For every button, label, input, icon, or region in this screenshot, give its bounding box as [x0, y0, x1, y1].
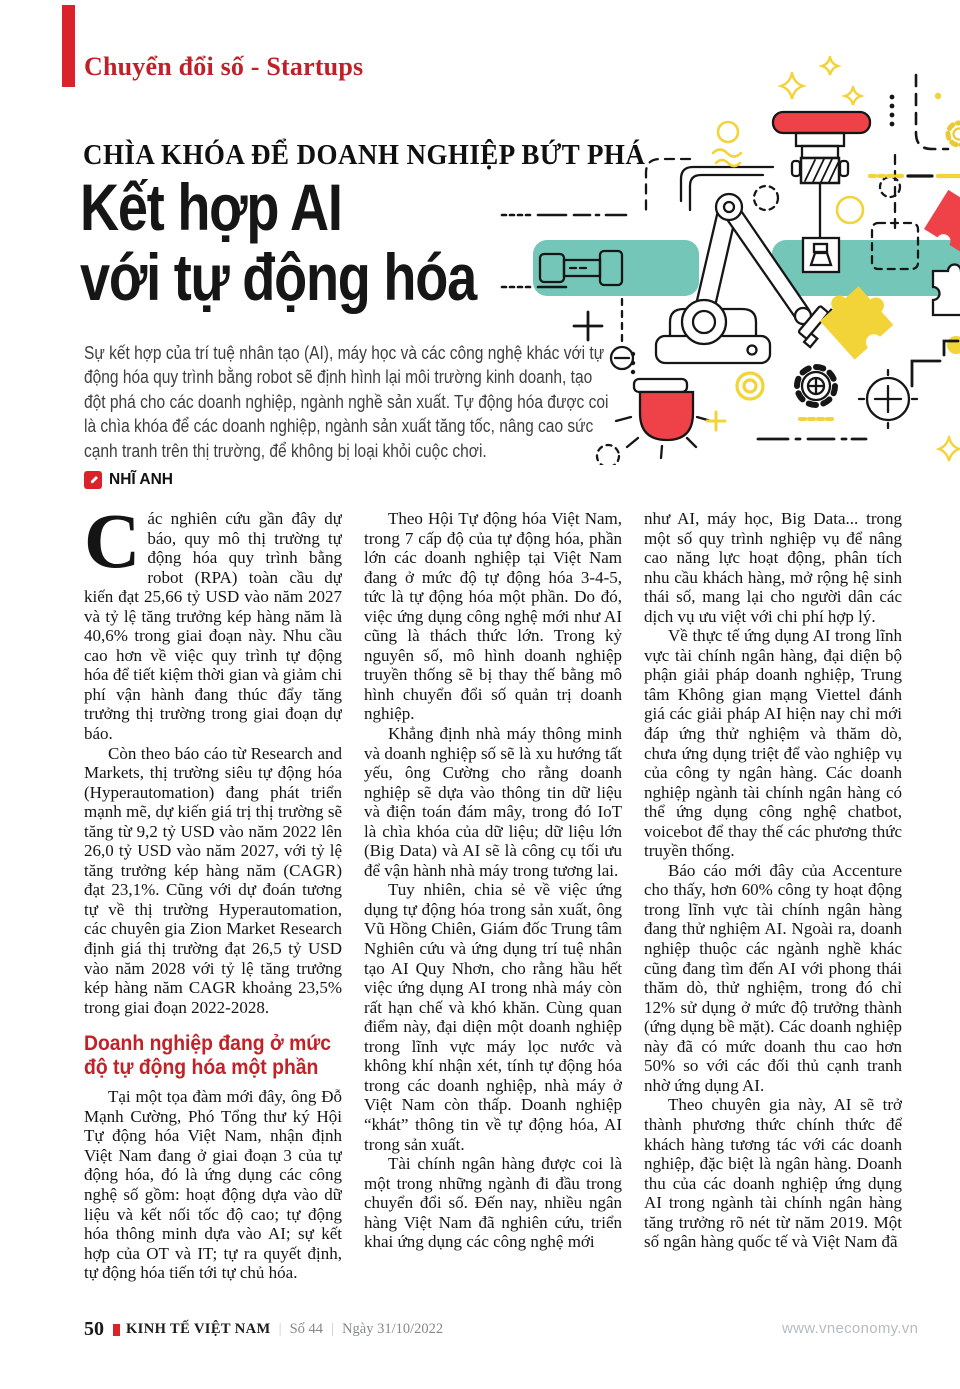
paragraph: Khẳng định nhà máy thông minh và doanh nghiệp số sẽ là xu hướng tất yếu, ông Cường cho rằng doanh nghiệp sẽ dựa vào thông tin dữ liệu và điện toán đám mây, trong đó IoT là chìa khóa của dữ liệu; dữ liệu lớn (Big Data) và AI sẽ là công cụ tối ưu để vận hành nhà máy trong tương lai. — [364, 724, 622, 880]
paragraph: Còn theo báo cáo từ Research and Markets, thị trường siêu tự động hóa (Hyperautomation) đang phát triển mạnh mẽ, dự kiến giá trị thị trường sẽ tăng từ 9,2 tỷ USD vào năm 2022 lên 26,0 tỷ USD vào năm 2027, với tỷ lệ tăng trưởng kép hàng năm (CAGR) đạt 23,1%. Cũng với dự đoán tương tự về thị trường Hyperautomation, các chuyên gia Zion Market Research định giá thị trường đạt 26,5 tỷ USD vào năm 2028 với tỷ lệ tăng trưởng kép hàng năm CAGR khoảng 23,5% trong giai đoạn 2022-2028. — [84, 743, 342, 1017]
issue-number: Số 44 — [289, 1321, 324, 1337]
alert-lamp-icon — [616, 379, 711, 458]
paragraph: Tại một tọa đàm mới đây, ông Đỗ Mạnh Cường, Phó Tổng thư ký Hội Tự động hóa Việt Nam, nhận định Việt Nam đang ở giai đoạn 3 của tự động hóa, đó là ứng dụng các công nghệ số gồm: hoạt động dựa vào dữ liệu và kết nối tốc độ cao; tự động hóa thông minh dựa vào AI; sự kết hợp của OT và IT; tự ra quyết định, tự động hóa tiến tới tự chủ hóa. — [84, 1087, 342, 1283]
separator: | — [278, 1321, 282, 1337]
byline — [84, 471, 173, 489]
page-title — [80, 172, 563, 312]
plus-icon — [574, 312, 602, 340]
paragraph: Theo chuyên gia này, AI sẽ trở thành phương thức chính thức để khách hàng tương tác với các doanh nghiệp, đặc biệt là ngân hàng. Doanh thu của các doanh nghiệp ứng dụng AI trong ngành tài chính ngân hàng tăng trưởng rõ nét từ năm 2019. Một số ngân hàng quốc tế và Việt Nam đã — [644, 1095, 902, 1252]
page-number: 50 — [84, 1318, 104, 1340]
author-pen-icon — [84, 471, 102, 489]
dashed-corner-right — [916, 75, 948, 149]
drop-cap: C — [84, 509, 141, 584]
yellow-dot — [935, 93, 941, 99]
subheading: Doanh nghiệp đang ở mức độ tự động hóa một phần — [84, 1031, 332, 1079]
article-column-1 — [84, 509, 342, 1323]
footer — [84, 1318, 443, 1341]
gear-icon — [797, 367, 835, 405]
puzzle-piece-white-icon — [933, 265, 960, 316]
issue-date: Ngày 31/10/2022 — [342, 1321, 444, 1337]
website-url: www.vneconomy.vn — [782, 1320, 919, 1337]
paragraph: như AI, máy học, Big Data... trong một số quy trình nghiệp vụ để nâng cao năng lực hoạt động, phân tích nhu cầu khách hàng, mở rộng hệ sinh thái số, mang lại cho người dân các dịch vụ ưu việt với chi phí hợp lý. — [644, 509, 902, 626]
automation-illustration — [500, 55, 960, 465]
minus-circle-icon — [611, 347, 633, 369]
paragraph: Tài chính ngân hàng được coi là một trong những ngành đi đầu trong chuyển đổi số. Đến nay, nhiều ngân hàng Việt Nam đã nghiên cứu, triển khai ứng dụng các công nghệ mới — [364, 1154, 622, 1252]
dashed-circle — [754, 186, 778, 210]
target-icon — [737, 373, 763, 399]
footer-accent-square — [113, 1324, 120, 1336]
paragraph: Theo Hội Tự động hóa Việt Nam, trong 7 cấp độ của tự động hóa, phần lớn các doanh nghiệp tại Việt Nam đang ở mức độ tự động hóa 3-4-5, tức là tự động hóa một phần. Do đó, việc ứng dụng công nghệ mới như AI cũng là thách thức lớn. Trong kỷ nguyên số, mô hình doanh nghiệp truyền thống sẽ bị thay thế bằng mô hình chuyển đổi số quản trị doanh nghiệp. — [364, 509, 622, 724]
gear-icon-yellow — [948, 123, 960, 145]
plus-icon-yellow — [707, 412, 725, 430]
section-accent-bar — [62, 5, 75, 87]
paragraph: Báo cáo mới đây của Accenture cho thấy, hơn 60% công ty hoạt động trong lĩnh vực tài chính ngân hàng đang thử nghiệm AI. Ngoài ra, doanh nghiệp thuộc các ngành nghề khác cũng đang tìm đến AI với phong thái thăm dò, thử nghiệm, trong đó chỉ 12% sử dụng ở mức độ trưởng thành (ứng dụng bề mặt). Các doanh nghiệp này đã có mức doanh thu cao hơn 50% so với các đối thủ cạnh tranh nhờ ứng dụng AI. — [644, 860, 902, 1095]
author-name: NHĨ ANH — [109, 471, 174, 488]
dashed-corner — [646, 159, 690, 213]
section-label: Chuyển đổi số - Startups — [84, 52, 364, 81]
separator: | — [331, 1321, 335, 1337]
paragraph: Về thực tế ứng dụng AI trong lĩnh vực tài chính ngân hàng, đại diện bộ phận giải pháp doanh nghiệp, Trung tâm Không gian mạng Viettel đánh giá các giải pháp AI hiện nay chỉ mới đáp ứng thử nghiệm và thăm dò, chưa ứng dụng triệt để vào nghiệp vụ của công ty ngân hàng. Các doanh nghiệp ngành tài chính ngân hàng có thể ứng dụng công nghệ chatbot, voicebot để thay thế các phương thức truyền thống. — [644, 626, 902, 861]
dashed-circle — [880, 177, 900, 197]
paragraph: Tuy nhiên, chia sẻ về việc ứng dụng tự động hóa trong sản xuất, ông Vũ Hồng Chiên, Giám đốc Trung tâm Nghiên cứu và ứng dụng trí tuệ nhân tạo AI Quy Nhơn, cho rằng hầu hết việc ứng dụng AI trong nhà máy còn rất hạn chế và khó khăn. Cùng quan điểm này, đại diện một doanh nghiệp trong lĩnh vực máy lọc nước và không khí nhận xét, tính tự động hóa trong các doanh nghiệp, nhà máy ở Việt Nam còn thấp. Doanh nghiệp “khát” thông tin về tự động hóa, AI trong sản xuất. — [364, 880, 622, 1154]
title-line-2: với tự động hóa — [80, 240, 476, 314]
paragraph: Các nghiên cứu gần đây dự báo, quy mô thị trường tự động hóa quy trình bằng robot (RPA) toàn cầu dự kiến đạt 25,66 tỷ USD vào năm 2027 và tỷ lệ tăng trưởng kép hàng năm là 40,6% trong giai đoạn này. Nhu cầu cao hơn về việc quy trình tự động hóa để tiết kiệm thời gian và giảm chi phí vận hành đang thúc đẩy tăng trưởng thị trường trong giai đoạn dự báo. — [84, 509, 342, 744]
publication-name: KINH TẾ VIỆT NAM — [126, 1321, 271, 1337]
dashed-circle — [597, 445, 619, 465]
kicker: CHÌA KHÓA ĐỂ DOANH NGHIỆP BỨT PHÁ — [83, 139, 646, 171]
article-column-2 — [364, 509, 622, 1323]
title-line-1: Kết hợp AI — [80, 170, 342, 244]
crosshair-icon — [859, 370, 917, 428]
intro-paragraph: Sự kết hợp của trí tuệ nhân tạo (AI), máy học và các công nghệ khác với tự động hóa quy trình bằng robot sẽ định hình lại môi trường kinh doanh, tạo đột phá cho các doanh nghiệp, ngành nghề sản xuất. Tự động hóa được coi là chìa khóa để các doanh nghiệp, ngành sản xuất tăng tốc, nâng cao sức cạnh tranh trên thị trường, để không bị loại khỏi cuộc chơi. — [84, 342, 609, 461]
article-column-3 — [644, 509, 902, 1323]
